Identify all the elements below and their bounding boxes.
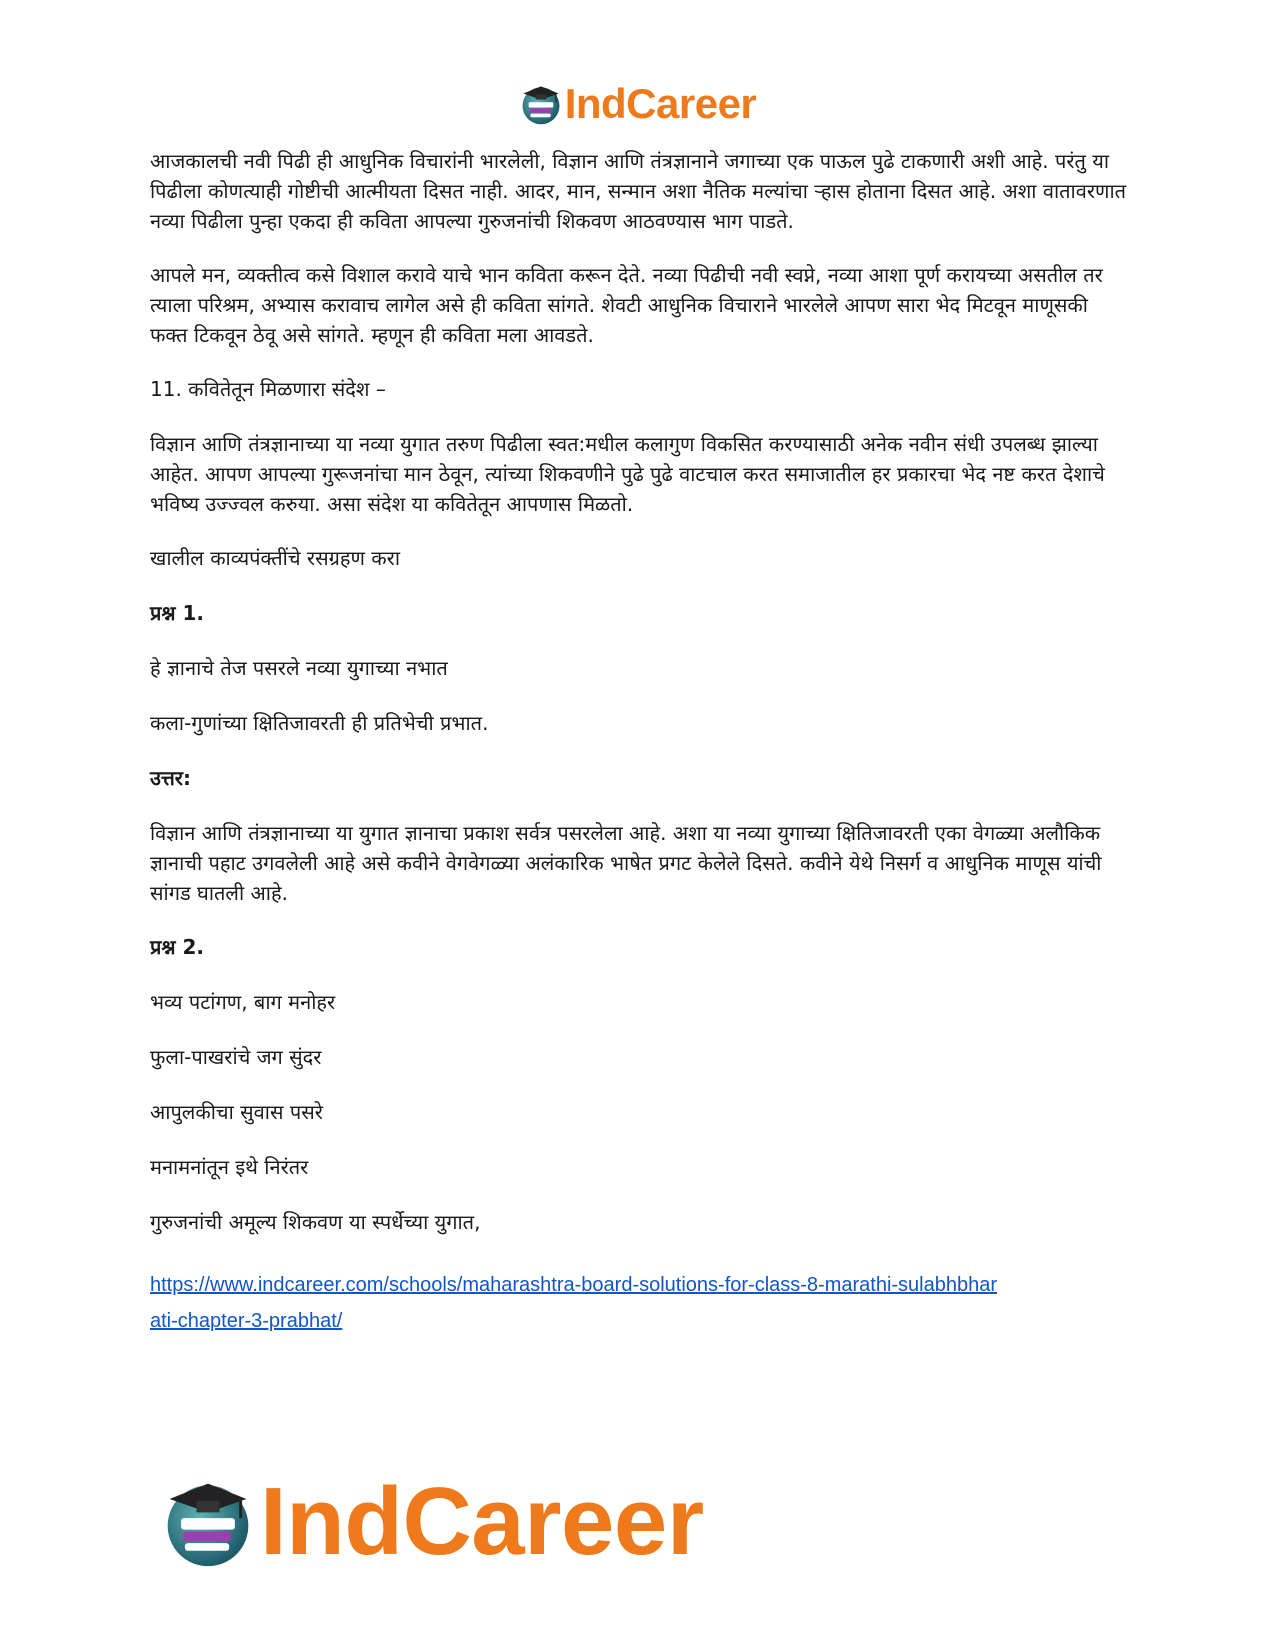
header-logo — [0, 80, 1275, 128]
graduation-cap-globe-icon — [519, 82, 563, 126]
logo-text: IndCareer — [564, 80, 757, 127]
poem-line: मनामनांतून इथे निरंतर — [150, 1155, 309, 1179]
footer-logo — [160, 1470, 704, 1574]
source-link[interactable] — [150, 1274, 997, 1332]
source-link-block — [150, 1267, 1130, 1339]
source-link-line-1[interactable]: https://www.indcareer.com/schools/maharashtra-board-solutions-for-class-8-marathi-sulabhbhar — [150, 1274, 998, 1296]
section-heading: 11. कवितेतून मिळणारा संदेश – — [150, 377, 386, 401]
instruction-text: खालील काव्यपंक्तींचे रसग्रहण करा — [150, 546, 401, 570]
paragraph: आजकालची नवी पिढी ही आधुनिक विचारांनी भारलेली, विज्ञान आणि तंत्रज्ञानाने जगाच्या एक पाऊल पुढे टाकणारी अशी आहे. परंतु या पिढीला कोणत्याही गोष्टीची आत्मीयता दिसत नाही. आदर, मान, सन्मान अशा नैतिक मल्यांचा ऱ्हास होताना दिसत आहे. अशा वातावरणात नव्या पिढीला पुन्हा एकदा ही कविता आपल्या गुरुजनांची शिकवण आठवण्यास भाग पाडते. — [150, 149, 1127, 233]
poem-line: भव्य पटांगण, बाग मनोहर — [150, 990, 336, 1014]
poem-line: आपुलकीचा सुवास पसरे — [150, 1100, 323, 1124]
answer-text: विज्ञान आणि तंत्रज्ञानाच्या या युगात ज्ञानाचा प्रकाश सर्वत्र पसरलेला आहे. अशा या नव्या युगाच्या क्षितिजावरती एका वेगळ्या अलौकिक ज्ञानाची पहाट उगवलेली आहे असे कवीने वेगवेगळ्या अलंकारिक भाषेत प्रगट केलेले दिसते. कवीने येथे निसर्ग व आधुनिक माणूस यांची सांगड घातली आहे. — [150, 821, 1102, 905]
paragraph: आपले मन, व्यक्तीत्व कसे विशाल करावे याचे भान कविता करून देते. नव्या पिढीची नवी स्वप्ने, नव्या आशा पूर्ण करायच्या असतील तर त्याला परिश्रम, अभ्यास करावाच लागेल असे ही कविता सांगते. शेवटी आधुनिक विचाराने भारलेले आपण सारा भेद मिटवून माणूसकी फक्त टिकवून ठेवू असे सांगते. म्हणून ही कविता मला आवडते. — [150, 263, 1103, 347]
poem-line: फुला-पाखरांचे जग सुंदर — [150, 1045, 322, 1069]
paragraph: विज्ञान आणि तंत्रज्ञानाच्या या नव्या युगात तरुण पिढीला स्वत:मधील कलागुण विकसित करण्यासाठी अनेक नवीन संधी उपलब्ध झाल्या आहेत. आपण आपल्या गुरूजनांचा मान ठेवून, त्यांच्या शिकवणीने पुढे पुढे वाटचाल करत समाजातील हर प्रकारचा भेद नष्ट करत देशाचे भविष्य उज्ज्वल करुया. असा संदेश या कवितेतून आपणास मिळतो. — [150, 432, 1105, 516]
graduation-cap-globe-icon — [160, 1474, 256, 1570]
question-label: प्रश्न 1. — [150, 601, 204, 625]
logo-text: IndCareer — [260, 1468, 704, 1575]
answer-label: उत्तर: — [150, 766, 191, 790]
source-link-line-2[interactable]: ati-chapter-3-prabhat/ — [150, 1310, 343, 1332]
question-label: प्रश्न 2. — [150, 935, 204, 959]
main-content — [150, 146, 1130, 1339]
poem-line: हे ज्ञानाचे तेज पसरले नव्या युगाच्या नभात — [150, 656, 448, 680]
poem-line: कला-गुणांच्या क्षितिजावरती ही प्रतिभेची प्रभात. — [150, 711, 489, 735]
poem-line: गुरुजनांची अमूल्य शिकवण या स्पर्धेच्या युगात, — [150, 1210, 481, 1234]
